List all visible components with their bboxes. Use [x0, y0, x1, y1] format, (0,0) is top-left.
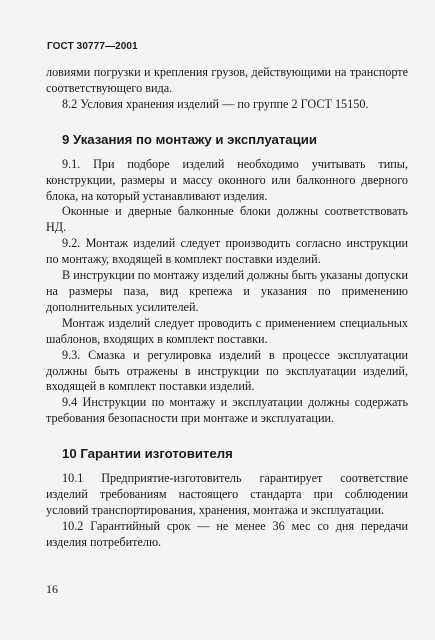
section-10-heading: 10 Гарантии изготовителя: [62, 446, 233, 462]
section-9-heading: 9 Указания по монтажу и эксплуатации: [62, 131, 317, 147]
paragraph-9-2-b: В инструкции по монтажу изделий должны быть указаны допуски на размеры паза, вид крепежа и указания по применению дополнительных усилителей.: [46, 268, 408, 314]
paragraph-9-2-c: Монтаж изделий следует проводить с применением специальных шаблонов, входящих в комплект поставки.: [46, 315, 408, 346]
paragraph-9-1: 9.1. При подборе изделий необходимо учитывать типы, конструкции, размеры и массу оконного или балконного дверного блока, на который устанавливают изделия.: [46, 156, 408, 203]
paragraph-9-2: 9.2. Монтаж изделий следует производить согласно инструкции по монтажу, входящей в комплект поставки изделий.: [46, 236, 408, 267]
paragraph-8-1-continuation: ловиями погрузки и крепления грузов, действующими на транспорте соответствующего вида.: [46, 65, 408, 95]
paragraph-10-2: 10.2 Гарантийный срок — не менее 36 мес со дня передачи изделия потребителю.: [46, 518, 408, 549]
paragraph-9-1-b: Оконные и дверные балконные блоки должны соответствовать НД.: [46, 204, 408, 235]
paragraph-9-4: 9.4 Инструкции по монтажу и эксплуатации должны содержать требования безопасности при монтаже и эксплуатации.: [46, 395, 408, 426]
paragraph-8-2: 8.2 Условия хранения изделий — по группе 2 ГОСТ 15150.: [62, 96, 369, 111]
document-header: ГОСТ 30777—2001: [47, 41, 138, 52]
paragraph-9-3: 9.3. Смазка и регулировка изделий в процессе эксплуатации должны быть отражены в инструкции по эксплуатации изделий, входящей в комплект поставки изделий.: [46, 347, 408, 394]
document-body: [46, 65, 408, 551]
paragraph-10-1: 10.1 Предприятие-изготовитель гарантирует соответствие изделий требованиям настоящего стандарта при соблюдении условий транспортирования, хранения, монтажа и эксплуатации.: [46, 471, 408, 517]
page-number: 16: [46, 582, 58, 596]
